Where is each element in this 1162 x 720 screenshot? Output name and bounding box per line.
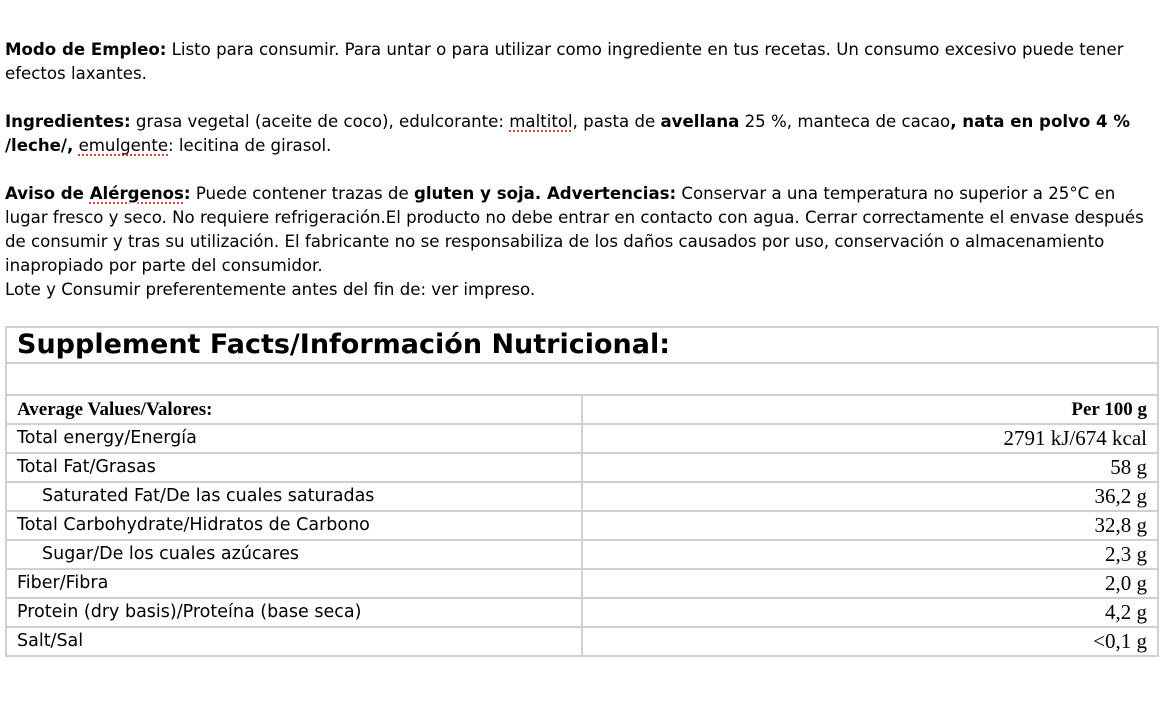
allergens-text-2: Conservar a una temperatura no superior a 25°C en lugar fresco y seco. No requiere refrigeración.El producto no debe entrar en contacto con agua. Cerrar correctamente el envase después de consumir y tras su utilización. El fabricante no se responsabiliza de los daños causados por uso, conservación o almacenamiento inapropiado por parte del consumidor. [5,184,1144,275]
ingredients-text-1: grasa vegetal (aceite de coco), edulcorante: [130,112,510,131]
table-title-row [6,327,1158,363]
nutrition-table-wrapper [5,326,1157,657]
ingredients-text-5: : lecitina de girasol. [168,136,332,155]
row-label: Sugar/De los cuales azúcares [6,540,582,569]
product-description [5,38,1157,302]
table-row [6,482,1158,511]
header-value: Per 100 g [582,395,1158,424]
allergens-label [5,184,191,203]
table-row [6,569,1158,598]
ingredients-paragraph [5,110,1157,158]
row-value: 36,2 g [582,482,1158,511]
row-value: 2,3 g [582,540,1158,569]
table-row [6,627,1158,656]
allergens-text-1: Puede contener trazas de [190,184,414,203]
table-title: Supplement Facts/Información Nutricional: [6,327,1158,363]
row-label: Total Carbohydrate/Hidratos de Carbono [6,511,582,540]
ingredient-maltitol: maltitol [509,112,573,131]
ingredients-text-3: 25 %, manteca de cacao [739,112,951,131]
allergens-label-c: : [183,184,191,203]
table-header-row [6,395,1158,424]
table-blank-row [6,363,1158,395]
allergens-bold: gluten y soja. Advertencias: [413,184,677,203]
usage-label: Modo de Empleo: [5,40,167,59]
usage-paragraph [5,38,1157,86]
row-value: 2791 kJ/674 kcal [582,424,1158,453]
ingredient-emulgente: emulgente [78,136,169,155]
row-label: Total Fat/Grasas [6,453,582,482]
row-label: Salt/Sal [6,627,582,656]
allergens-label-b: Alérgenos [89,184,184,203]
header-label: Average Values/Valores: [6,395,582,424]
ingredient-avellana: avellana [660,112,740,131]
row-value: 2,0 g [582,569,1158,598]
row-value: <0,1 g [582,627,1158,656]
ingredient-nata: , nata en polvo 4 % /leche/, [5,112,1130,155]
row-label: Total energy/Energía [6,424,582,453]
table-row [6,540,1158,569]
ingredients-label: Ingredientes: [5,112,131,131]
ingredients-text-2: , pasta de [572,112,661,131]
usage-text: Listo para consumir. Para untar o para utilizar como ingrediente en tus recetas. Un consumo excesivo puede tener efectos laxantes. [5,40,1124,83]
row-label: Saturated Fat/De las cuales saturadas [6,482,582,511]
table-row [6,511,1158,540]
table-row [6,598,1158,627]
row-label: Protein (dry basis)/Proteína (base seca) [6,598,582,627]
nutrition-table [5,326,1159,657]
row-value: 4,2 g [582,598,1158,627]
row-value: 58 g [582,453,1158,482]
table-row [6,453,1158,482]
lot-text: Lote y Consumir preferentemente antes del fin de: ver impreso. [5,280,536,299]
table-row [6,424,1158,453]
row-label: Fiber/Fibra [6,569,582,598]
row-value: 32,8 g [582,511,1158,540]
allergens-paragraph [5,182,1157,302]
blank-cell [6,363,1158,395]
allergens-label-a: Aviso de [5,184,90,203]
